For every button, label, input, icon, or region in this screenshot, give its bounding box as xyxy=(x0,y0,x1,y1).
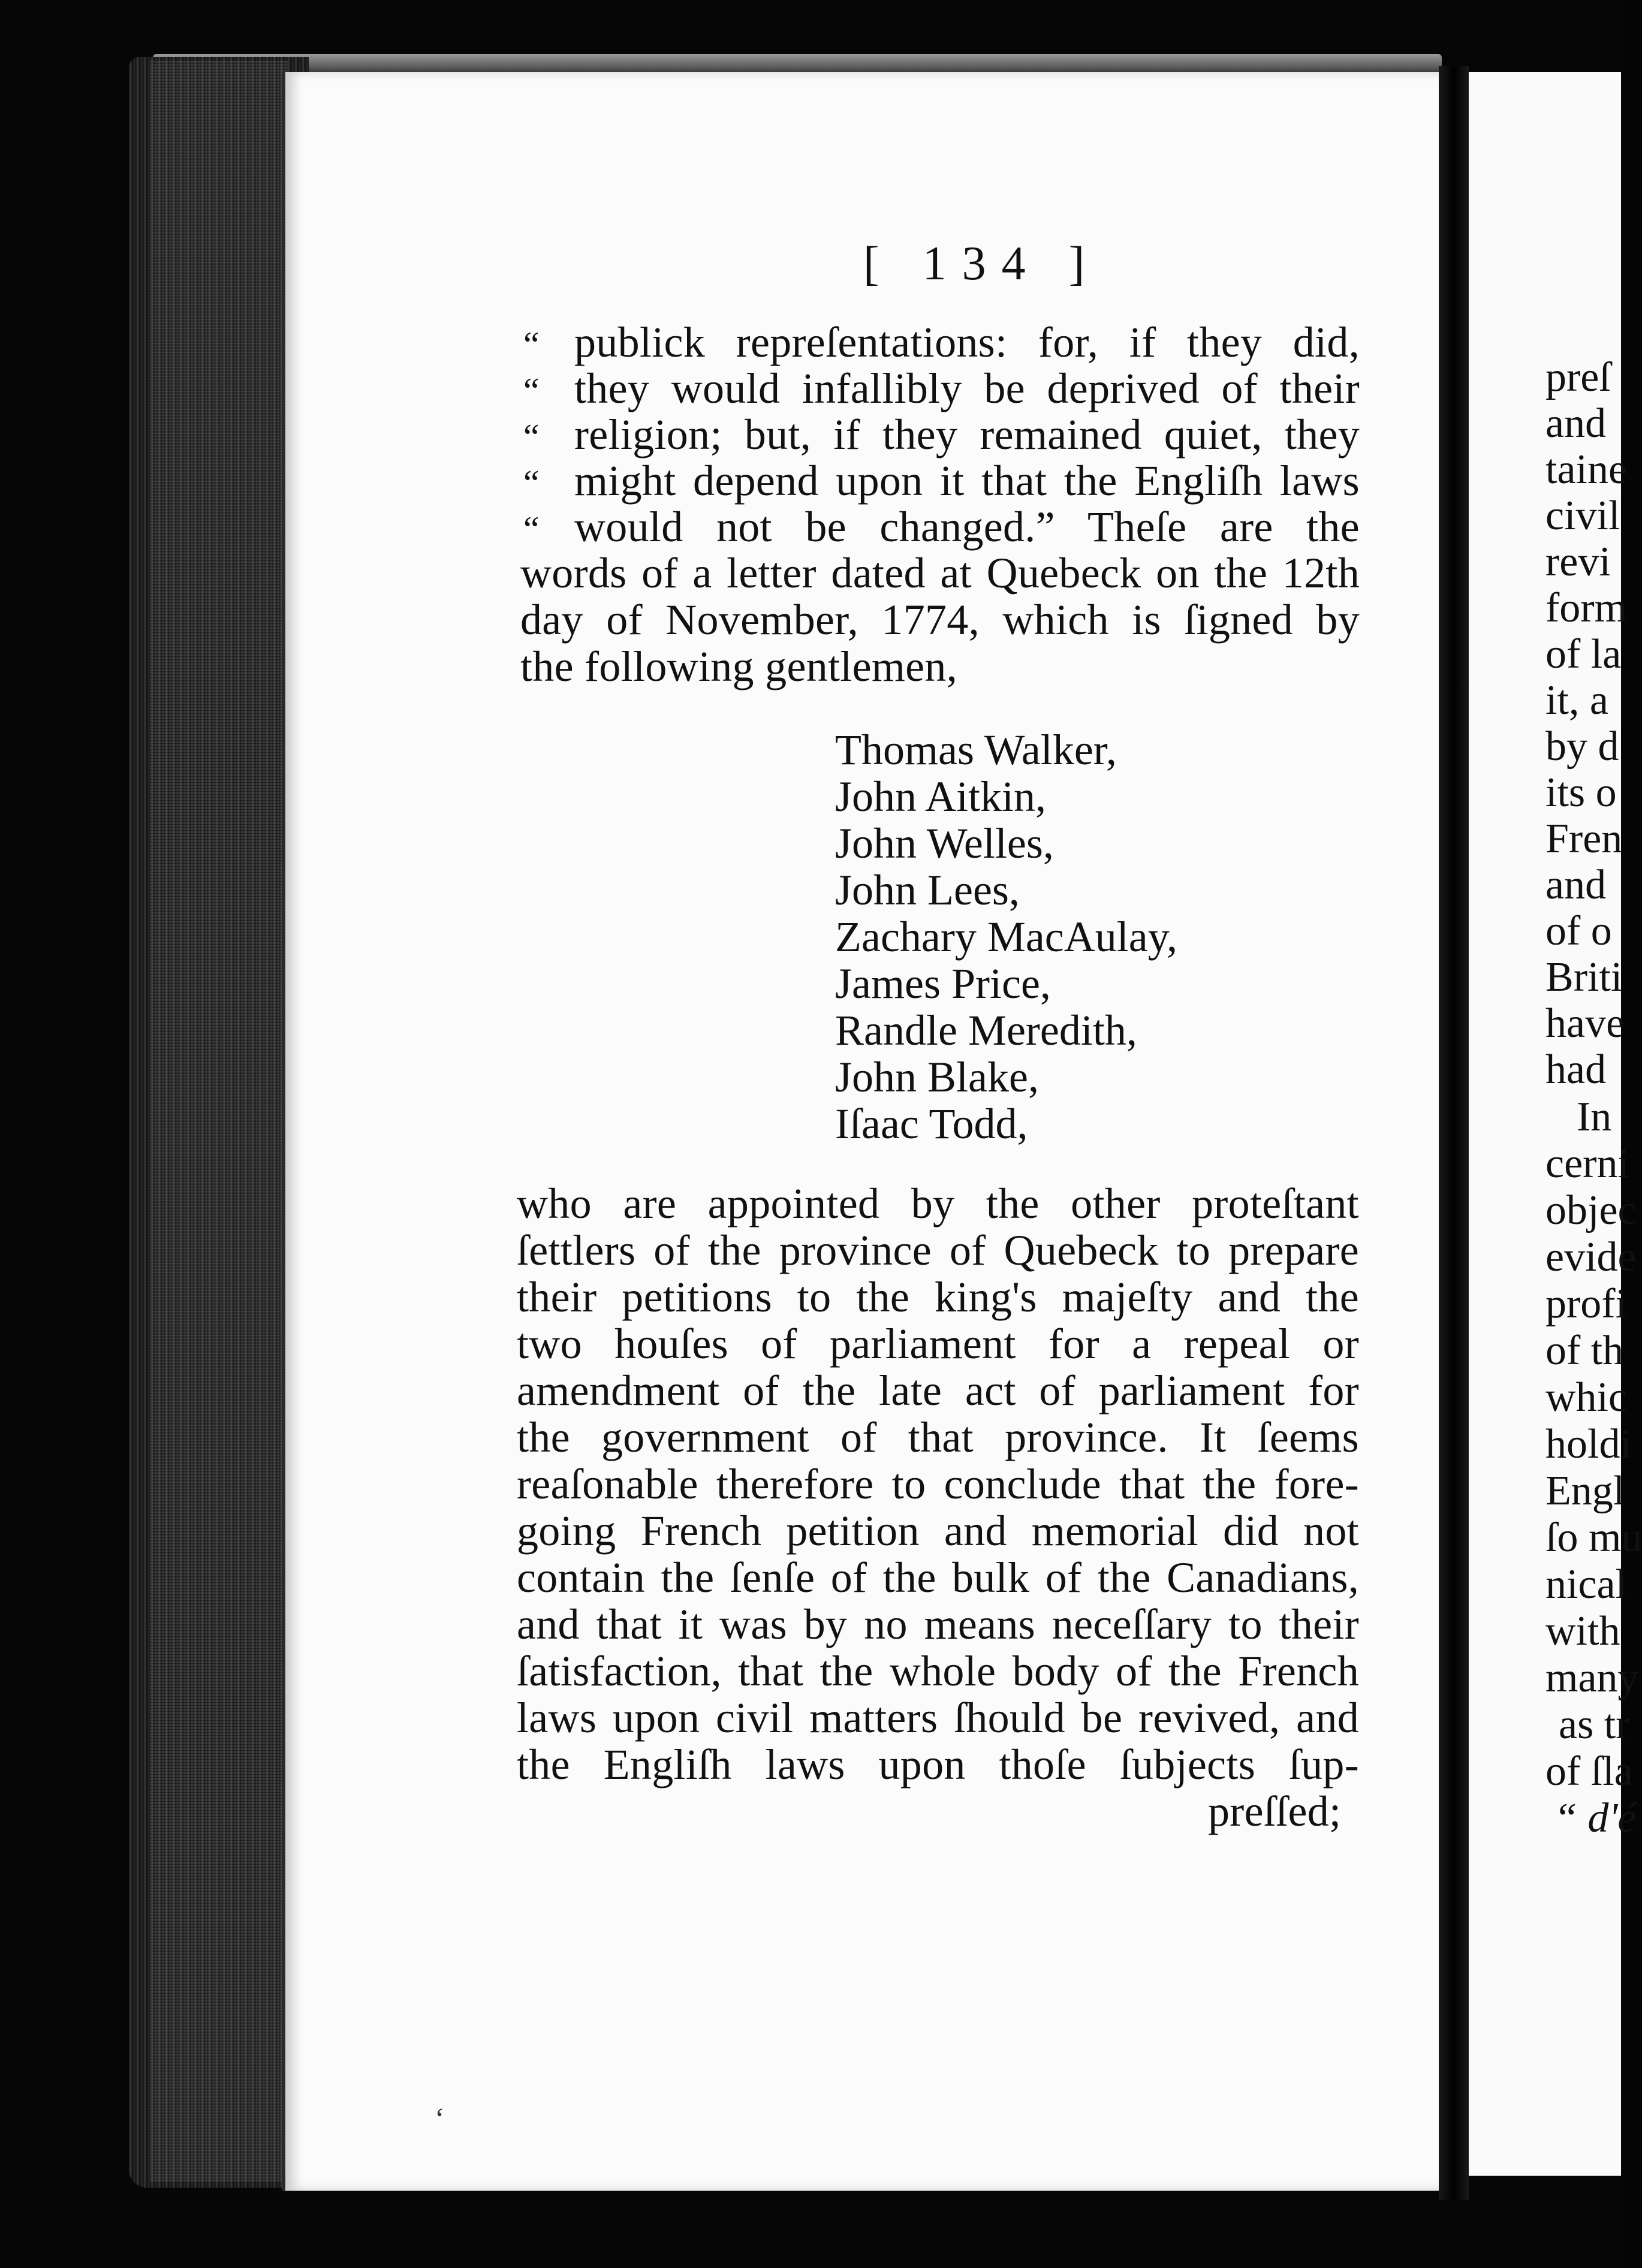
facing-page-fragment: “ d'é xyxy=(1554,1795,1637,1841)
body-line: day of November, 1774, which is ſigned by xyxy=(520,596,1360,644)
facing-page-fragment: Fren xyxy=(1545,816,1623,862)
body-line: the Engliſh laws upon thoſe ſubjects ſup- xyxy=(517,1741,1359,1789)
body-line: going French petition and memorial did not xyxy=(517,1507,1359,1555)
catchword: preſſed; xyxy=(1208,1787,1342,1835)
quote-mark: “ xyxy=(523,325,540,364)
facing-page-fragment: by d xyxy=(1545,723,1619,770)
facing-page-fragment: whic xyxy=(1545,1374,1628,1420)
stray-ink-mark: ‘ xyxy=(435,2101,445,2135)
body-line: contain the ſenſe of the bulk of the Canadians, xyxy=(517,1554,1359,1602)
signatory-name: John Welles, xyxy=(835,819,1054,867)
signatory-name: Randle Meredith, xyxy=(835,1006,1137,1054)
signatory-name: Iſaac Todd, xyxy=(835,1100,1028,1148)
body-line: amendment of the late act of parliament for xyxy=(517,1367,1359,1415)
body-line: the following gentlemen, xyxy=(520,643,958,690)
body-line: ſatisfaction, that the whole body of the French xyxy=(517,1647,1359,1695)
facing-page-fragment: have xyxy=(1545,1000,1625,1046)
body-line: publick repreſentations: for, if they did, xyxy=(574,318,1360,366)
page-number: [ 134 ] xyxy=(863,237,1101,290)
facing-page-fragment: civil xyxy=(1545,493,1620,539)
quote-mark: “ xyxy=(523,509,540,549)
signatory-name: John Aitkin, xyxy=(835,773,1047,821)
facing-page-fragment: of ſla xyxy=(1545,1748,1633,1795)
facing-page-fragment: of o xyxy=(1545,908,1612,954)
body-line: the government of that province. It ſeems xyxy=(517,1413,1359,1461)
body-line: two houſes of parliament for a repeal or xyxy=(517,1320,1359,1368)
signatory-name: Zachary MacAulay, xyxy=(835,913,1178,961)
signatory-name: John Lees, xyxy=(835,866,1020,914)
facing-page-fragment: holdi xyxy=(1545,1421,1632,1467)
facing-page-fragment: taine xyxy=(1545,447,1628,493)
facing-page-fragment: cerni xyxy=(1545,1141,1629,1187)
body-line: ſettlers of the province of Quebeck to prepare xyxy=(517,1226,1359,1274)
facing-page-fragment: with xyxy=(1545,1608,1620,1654)
signatory-name: John Blake, xyxy=(835,1053,1039,1101)
body-line: their petitions to the king's majeſty and the xyxy=(517,1273,1359,1321)
quote-mark: “ xyxy=(523,463,540,503)
body-line: who are appointed by the other proteſtant xyxy=(517,1180,1359,1228)
facing-page-fragment: form xyxy=(1545,585,1628,631)
facing-page-fragment: profi xyxy=(1545,1281,1628,1327)
facing-page-fragment: Engl xyxy=(1545,1468,1625,1514)
body-line: reaſonable therefore to conclude that the fore- xyxy=(517,1460,1359,1508)
facing-page-fragment: evide xyxy=(1545,1234,1637,1280)
facing-page-fragment: revi xyxy=(1545,539,1611,585)
facing-page-fragment: and xyxy=(1545,862,1607,908)
facing-page-fragment: objec xyxy=(1545,1187,1637,1233)
body-line: words of a letter dated at Quebeck on the 12th xyxy=(520,549,1360,597)
body-line: they would infallibly be deprived of their xyxy=(574,364,1360,412)
signatory-name: James Price, xyxy=(835,960,1051,1008)
quote-mark: “ xyxy=(523,417,540,457)
facing-page-fragment: it, a xyxy=(1545,677,1608,723)
facing-page-fragment: preſ xyxy=(1545,354,1611,400)
facing-page-fragment: many xyxy=(1545,1655,1639,1701)
facing-page-fragment: of th xyxy=(1545,1328,1624,1374)
facing-page-fragment: as tr xyxy=(1559,1702,1630,1748)
body-line: religion; but, if they remained quiet, they xyxy=(574,411,1360,459)
body-line: might depend upon it that the Engliſh laws xyxy=(574,457,1360,505)
facing-page-fragment: nical xyxy=(1545,1561,1628,1607)
body-line: laws upon civil matters ſhould be revived, and xyxy=(517,1694,1359,1742)
body-line: and that it was by no means neceſſary to their xyxy=(517,1600,1359,1648)
facing-page-fragment: Briti xyxy=(1545,954,1623,1000)
facing-page-fragment: had xyxy=(1545,1046,1607,1093)
facing-page-fragment: ſo mu xyxy=(1545,1515,1642,1561)
book-fore-edge-texture xyxy=(150,60,288,2182)
body-line: would not be changed.” Theſe are the xyxy=(574,503,1360,551)
book-gutter xyxy=(1439,66,1469,2200)
signatory-name: Thomas Walker, xyxy=(835,726,1117,774)
facing-page-fragment: and xyxy=(1545,400,1607,447)
facing-page-fragment: In xyxy=(1577,1094,1612,1140)
facing-page-fragment: its o xyxy=(1545,770,1617,816)
facing-page-fragment: of la xyxy=(1545,631,1622,677)
quote-mark: “ xyxy=(523,371,540,411)
